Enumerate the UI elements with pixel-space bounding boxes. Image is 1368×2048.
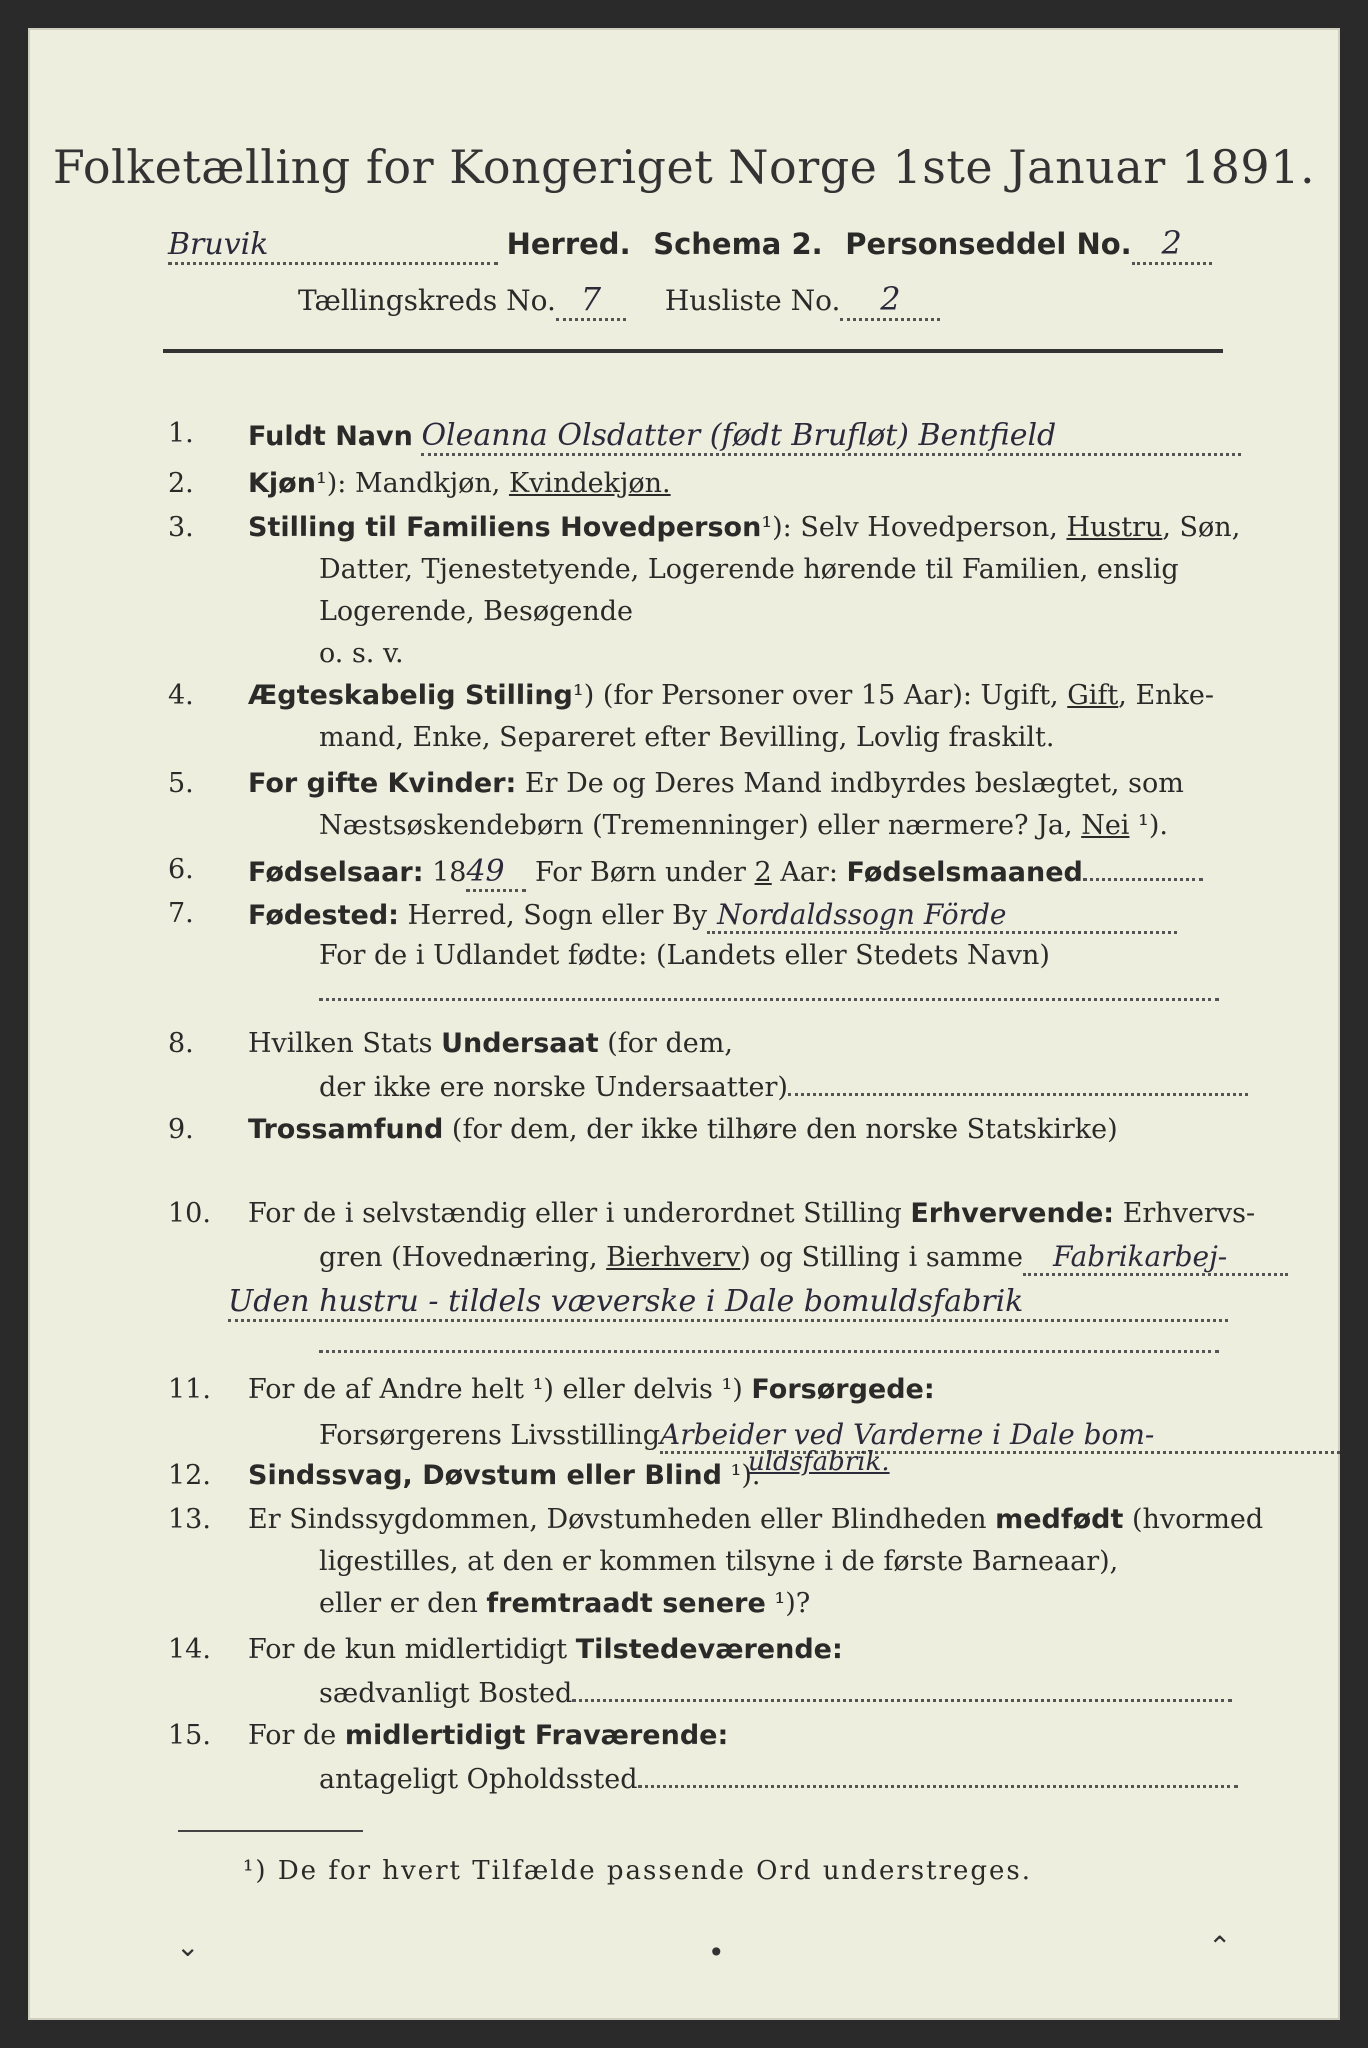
occupation-value: Fabrikarbej- bbox=[1053, 1240, 1228, 1273]
birth-month-label: Fødselsmaaned bbox=[846, 857, 1083, 888]
usual-residence-label: sædvanligt Bosted bbox=[319, 1678, 573, 1709]
item-citizenship bbox=[248, 1028, 733, 1059]
item-temporary-absent bbox=[248, 1720, 728, 1751]
disability-label: Sindssvag, Døvstum eller Blind bbox=[248, 1460, 722, 1491]
occupation-label: Erhvervende: bbox=[910, 1198, 1115, 1229]
center-mark: • bbox=[708, 1936, 725, 1969]
birth-month-age: 2 bbox=[754, 857, 772, 888]
form-title: Folketælling for Kongeriget Norge 1ste Januar 1891. bbox=[52, 140, 1316, 194]
header-rule bbox=[163, 349, 1223, 353]
congenital-line3 bbox=[319, 1588, 810, 1619]
temporary-present-text: For de kun midlertidigt bbox=[248, 1634, 576, 1665]
temporary-absent-text: For de bbox=[248, 1720, 345, 1751]
header-line-2 bbox=[298, 280, 940, 321]
item-number: 12. bbox=[168, 1460, 211, 1491]
congenital-text: Er Sindssygdommen, Døvstumheden eller Blindheden bbox=[248, 1504, 996, 1535]
schema-label: Schema 2. bbox=[653, 227, 823, 261]
congenital-text2: (hvormed bbox=[1123, 1504, 1264, 1535]
occupation-extra-line bbox=[319, 1350, 1219, 1353]
family-position-selected: Hustru bbox=[1066, 512, 1163, 543]
marital-label: Ægteskabelig Stilling bbox=[248, 680, 573, 711]
family-position-line4: o. s. v. bbox=[319, 638, 404, 669]
sex-selected: Kvindekjøn. bbox=[508, 468, 671, 499]
corner-mark-right: ⌃ bbox=[1208, 1930, 1232, 1963]
item-congenital bbox=[248, 1504, 1263, 1535]
temporary-present-line2 bbox=[319, 1678, 1232, 1709]
religion-text: (for dem, der ikke tilhøre den norske Statskirke) bbox=[443, 1114, 1118, 1145]
item-temporary-present bbox=[248, 1634, 843, 1665]
congenital-label: medfødt bbox=[995, 1504, 1124, 1535]
provider-occupation-label: Forsørgerens Livsstilling bbox=[319, 1420, 661, 1451]
provider-occupation-value: Arbeider ved Varderne i Dale bom- bbox=[660, 1418, 1155, 1451]
disability-text: ¹). bbox=[721, 1460, 761, 1491]
occupation-line2 bbox=[319, 1240, 1288, 1276]
item-disability bbox=[248, 1460, 761, 1491]
item-number: 7. bbox=[168, 898, 194, 929]
supported-text: For de af Andre helt ¹) eller delvis ¹) bbox=[248, 1374, 752, 1405]
kreds-label: Tællingskreds No. bbox=[298, 284, 556, 317]
occupation-line3 bbox=[228, 1284, 1228, 1322]
family-position-line2: Datter, Tjenestetyende, Logerende hørende til Familien, enslig bbox=[319, 554, 1179, 585]
corner-mark-left: ⌄ bbox=[176, 1930, 200, 1963]
temporary-absent-line2 bbox=[319, 1764, 1238, 1795]
item-number: 10. bbox=[168, 1198, 211, 1229]
family-position-line3: Logerende, Besøgende bbox=[319, 596, 633, 627]
item-sex bbox=[248, 468, 671, 499]
congenital-line3-text: eller er den bbox=[319, 1588, 487, 1619]
birth-year-value: 49 bbox=[466, 854, 505, 889]
married-women-line2-end: ¹). bbox=[1129, 810, 1168, 841]
husliste-value: 2 bbox=[880, 280, 901, 318]
married-women-line2-text: Næstsøskendebørn (Tremenninger) eller nærmere? Ja, bbox=[319, 810, 1082, 841]
married-women-label: For gifte Kvinder: bbox=[248, 768, 517, 799]
birthplace-question: Herred, Sogn eller By bbox=[398, 900, 708, 931]
marital-line2: mand, Enke, Separeret efter Bevilling, Lovlig fraskilt. bbox=[319, 722, 1055, 753]
married-women-selected: Nei bbox=[1081, 810, 1130, 841]
religion-label: Trossamfund bbox=[248, 1114, 444, 1145]
marital-selected: Gift bbox=[1067, 680, 1119, 711]
birth-year-label: Fødselsaar: bbox=[248, 857, 424, 888]
item-married-women bbox=[248, 768, 1184, 799]
birthplace-abroad: For de i Udlandet fødte: (Landets eller Stedets Navn) bbox=[319, 940, 1050, 971]
item-number: 1. bbox=[168, 418, 194, 449]
temporary-present-label: Tilstedeværende: bbox=[575, 1634, 843, 1665]
occupation-line3-value: Uden hustru - tildels væverske i Dale bomuldsfabrik bbox=[228, 1284, 1024, 1319]
personseddel-value: 2 bbox=[1161, 224, 1182, 262]
kreds-value: 7 bbox=[580, 280, 602, 318]
item-number: 15. bbox=[168, 1720, 211, 1751]
married-women-question: Er De og Deres Mand indbyrdes beslægtet, som bbox=[516, 768, 1184, 799]
citizenship-text2: (for dem, bbox=[598, 1028, 733, 1059]
provider-occupation-value2: uldsfabrik. bbox=[748, 1447, 890, 1477]
congenital-line3-label: fremtraadt senere bbox=[486, 1588, 766, 1619]
occupation-text2: Erhvervs- bbox=[1114, 1198, 1256, 1229]
item-birth-year bbox=[248, 854, 1203, 892]
citizenship-label: Undersaat bbox=[441, 1028, 599, 1059]
item-number: 9. bbox=[168, 1114, 194, 1145]
marital-options: ¹) (for Personer over 15 Aar): Ugift, bbox=[572, 680, 1068, 711]
footnote-rule bbox=[178, 1830, 363, 1832]
herred-label: Herred. bbox=[506, 227, 631, 261]
census-form-sheet bbox=[28, 28, 1340, 2020]
supported-label: Forsørgede: bbox=[751, 1374, 935, 1405]
temporary-absent-label: midlertidigt Fraværende: bbox=[344, 1720, 729, 1751]
item-number: 3. bbox=[168, 512, 194, 543]
header-line-1 bbox=[168, 224, 1212, 265]
item-religion bbox=[248, 1114, 1118, 1145]
citizenship-line2 bbox=[319, 1072, 1248, 1103]
supported-line3 bbox=[748, 1446, 890, 1477]
item-number: 5. bbox=[168, 768, 194, 799]
birthplace-abroad-line bbox=[319, 998, 1219, 1001]
birth-year-prefix: 18 bbox=[423, 857, 467, 888]
item-marital bbox=[248, 680, 1214, 711]
personseddel-label: Personseddel No. bbox=[845, 227, 1132, 261]
birth-month-question: For Børn under bbox=[526, 857, 755, 888]
item-number: 4. bbox=[168, 680, 194, 711]
marital-options-end: , Enke- bbox=[1118, 680, 1215, 711]
item-supported bbox=[248, 1374, 935, 1405]
congenital-line3-end: ¹)? bbox=[765, 1588, 811, 1619]
occupation-selected: Bierhverv bbox=[606, 1242, 741, 1273]
item-family-position bbox=[248, 512, 1240, 543]
family-position-options-end: , Søn, bbox=[1162, 512, 1241, 543]
occupation-text: For de i selvstændig eller i underordnet Stilling bbox=[248, 1198, 911, 1229]
citizenship-line2-text: der ikke ere norske Undersaatter) bbox=[319, 1072, 788, 1103]
family-position-options: ¹): Selv Hovedperson, bbox=[761, 512, 1067, 543]
item-number: 6. bbox=[168, 854, 194, 885]
congenital-line2: ligestilles, at den er kommen tilsyne i de første Barneaar), bbox=[319, 1546, 1119, 1577]
item-number: 13. bbox=[168, 1504, 211, 1535]
full-name-value: Oleanna Olsdatter (født Brufløt) Bentfield bbox=[421, 418, 1057, 453]
occupation-line2-text: gren (Hovednæring, bbox=[319, 1242, 607, 1273]
item-number: 2. bbox=[168, 468, 194, 499]
item-occupation bbox=[248, 1198, 1255, 1229]
birth-month-text: Aar: bbox=[771, 857, 847, 888]
sex-label: Kjøn bbox=[248, 468, 316, 499]
husliste-label: Husliste No. bbox=[664, 284, 841, 317]
family-position-label: Stilling til Familiens Hovedperson bbox=[248, 512, 762, 543]
presumed-residence-label: antageligt Opholdssted bbox=[319, 1764, 638, 1795]
birthplace-label: Fødested: bbox=[248, 900, 399, 931]
footnote: ¹) De for hvert Tilfælde passende Ord understreges. bbox=[243, 1856, 1033, 1886]
herred-value: Bruvik bbox=[168, 227, 269, 262]
occupation-line2-end: ) og Stilling i samme bbox=[740, 1242, 1024, 1273]
item-number: 8. bbox=[168, 1028, 194, 1059]
sex-options: ¹): Mandkjøn, bbox=[315, 468, 509, 499]
citizenship-text: Hvilken Stats bbox=[248, 1028, 442, 1059]
birthplace-value: Nordaldssogn Förde bbox=[717, 898, 1007, 931]
item-number: 11. bbox=[168, 1374, 211, 1405]
item-full-name bbox=[248, 418, 1241, 456]
item-number: 14. bbox=[168, 1634, 211, 1665]
married-women-line2 bbox=[319, 810, 1168, 841]
full-name-label: Fuldt Navn bbox=[248, 421, 413, 452]
item-birthplace bbox=[248, 898, 1177, 934]
